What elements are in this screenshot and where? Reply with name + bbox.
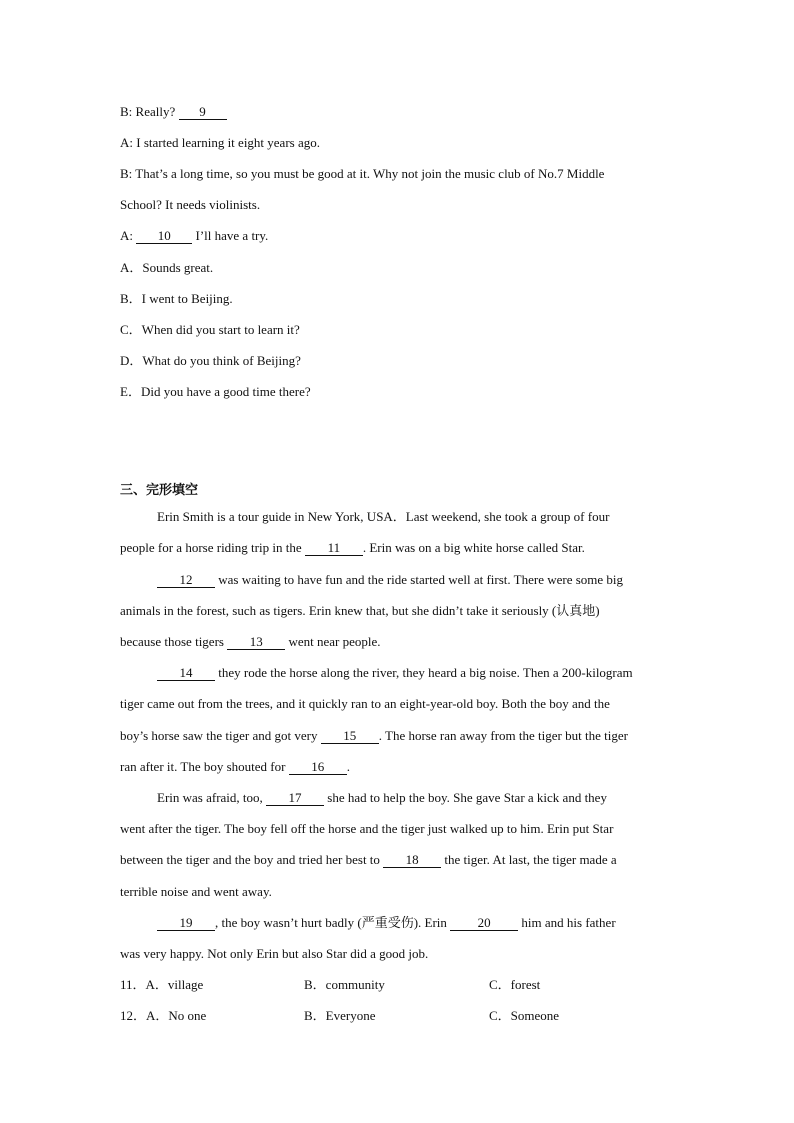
question-option-b[interactable]: B．community bbox=[304, 977, 385, 992]
answer-blank[interactable]: 14 bbox=[157, 665, 215, 681]
answer-blank[interactable]: 17 bbox=[266, 790, 324, 806]
section-heading: 三、完形填空 bbox=[120, 483, 199, 498]
passage-text: they rode the horse along the river, they heard a big noise. Then a 200-kilogram bbox=[215, 665, 633, 680]
passage-line bbox=[157, 572, 623, 588]
passage-text: went near people. bbox=[285, 634, 381, 649]
passage-text: . bbox=[346, 759, 350, 774]
dialogue-line bbox=[120, 228, 268, 244]
dialogue-text: I’ll have a try. bbox=[192, 228, 269, 243]
answer-blank[interactable]: 19 bbox=[157, 915, 215, 931]
question-option-a[interactable] bbox=[120, 977, 203, 993]
passage-text: was waiting to have fun and the ride started well at first. There were some big bbox=[215, 572, 624, 587]
question-number: 11． bbox=[120, 977, 146, 992]
dialogue-line bbox=[120, 166, 604, 182]
option-item: A．Sounds great. bbox=[120, 260, 214, 275]
option-a-text: A．village bbox=[145, 977, 204, 992]
passage-text: she had to help the boy. She gave Star a kick and they bbox=[324, 790, 607, 805]
question-number: 12． bbox=[120, 1008, 147, 1023]
dialogue-line bbox=[120, 104, 227, 120]
passage-text: boy’s horse saw the tiger and got very bbox=[120, 728, 321, 743]
passage-line bbox=[120, 884, 272, 900]
passage-line bbox=[120, 696, 610, 712]
option-item: E．Did you have a good time there? bbox=[120, 384, 311, 399]
answer-blank[interactable]: 12 bbox=[157, 572, 215, 588]
passage-text: , the boy wasn’t hurt badly (严重受伤). Erin bbox=[215, 915, 451, 930]
option-item: C．When did you start to learn it? bbox=[120, 322, 300, 337]
passage-text: . Erin was on a big white horse called Star. bbox=[362, 540, 585, 555]
passage-text: ran after it. The boy shouted for bbox=[120, 759, 289, 774]
question-row bbox=[120, 1008, 680, 1024]
passage-text: was very happy. Not only Erin but also Star did a good job. bbox=[120, 946, 429, 961]
answer-blank[interactable]: 18 bbox=[383, 852, 441, 868]
option-a-text: A．No one bbox=[146, 1008, 207, 1023]
question-row bbox=[120, 977, 680, 993]
passage-text: because those tigers bbox=[120, 634, 228, 649]
passage-text: the tiger. At last, the tiger made a bbox=[441, 852, 617, 867]
passage-text: Erin was afraid, too, bbox=[157, 790, 267, 805]
option-item: B．I went to Beijing. bbox=[120, 291, 233, 306]
passage-line bbox=[120, 821, 613, 837]
passage-line bbox=[120, 852, 617, 868]
option-item: D．What do you think of Beijing? bbox=[120, 353, 301, 368]
passage-text: people for a horse riding trip in the bbox=[120, 540, 305, 555]
dialogue-text: A: bbox=[120, 228, 137, 243]
passage-line bbox=[157, 509, 609, 525]
dialogue-line bbox=[120, 197, 260, 213]
answer-blank[interactable]: 16 bbox=[289, 759, 347, 775]
dialogue-text: School? It needs violinists. bbox=[120, 197, 261, 212]
question-option-c[interactable]: C．Someone bbox=[489, 1008, 560, 1023]
question-option-b[interactable]: B．Everyone bbox=[304, 1008, 376, 1023]
answer-blank[interactable]: 15 bbox=[321, 728, 379, 744]
passage-line bbox=[157, 915, 616, 931]
passage-line bbox=[120, 634, 381, 650]
passage-text: Erin Smith is a tour guide in New York, USA．Last weekend, she took a group of four bbox=[157, 509, 610, 524]
passage-line bbox=[120, 946, 428, 962]
answer-blank[interactable]: 11 bbox=[305, 540, 363, 556]
passage-text: . The horse ran away from the tiger but the tiger bbox=[378, 728, 628, 743]
passage-text: went after the tiger. The boy fell off the horse and the tiger just walked up to him. Erin put Star bbox=[120, 821, 614, 836]
question-option-a[interactable] bbox=[120, 1008, 206, 1024]
passage-text: him and his father bbox=[518, 915, 616, 930]
passage-text: animals in the forest, such as tigers. Erin knew that, but she didn’t take it seriously (认真地) bbox=[120, 603, 600, 618]
answer-blank[interactable]: 13 bbox=[227, 634, 285, 650]
passage-text: tiger came out from the trees, and it quickly ran to an eight-year-old boy. Both the boy and the bbox=[120, 696, 610, 711]
answer-blank[interactable]: 9 bbox=[179, 104, 227, 120]
dialogue-line bbox=[120, 135, 320, 151]
passage-line bbox=[157, 790, 607, 806]
dialogue-text: B: Really? bbox=[120, 104, 179, 119]
passage-line bbox=[157, 665, 633, 681]
passage-line bbox=[120, 728, 628, 744]
passage-text: between the tiger and the boy and tried her best to bbox=[120, 852, 384, 867]
dialogue-text: A: I started learning it eight years ago. bbox=[120, 135, 320, 150]
passage-text: terrible noise and went away. bbox=[120, 884, 272, 899]
answer-blank[interactable]: 20 bbox=[450, 915, 518, 931]
answer-blank[interactable]: 10 bbox=[136, 228, 192, 244]
dialogue-text: B: That’s a long time, so you must be good at it. Why not join the music club of No.7 Middle bbox=[120, 166, 605, 181]
question-option-c[interactable]: C．forest bbox=[489, 977, 541, 992]
passage-line bbox=[120, 759, 350, 775]
passage-line bbox=[120, 540, 585, 556]
passage-line bbox=[120, 603, 600, 619]
